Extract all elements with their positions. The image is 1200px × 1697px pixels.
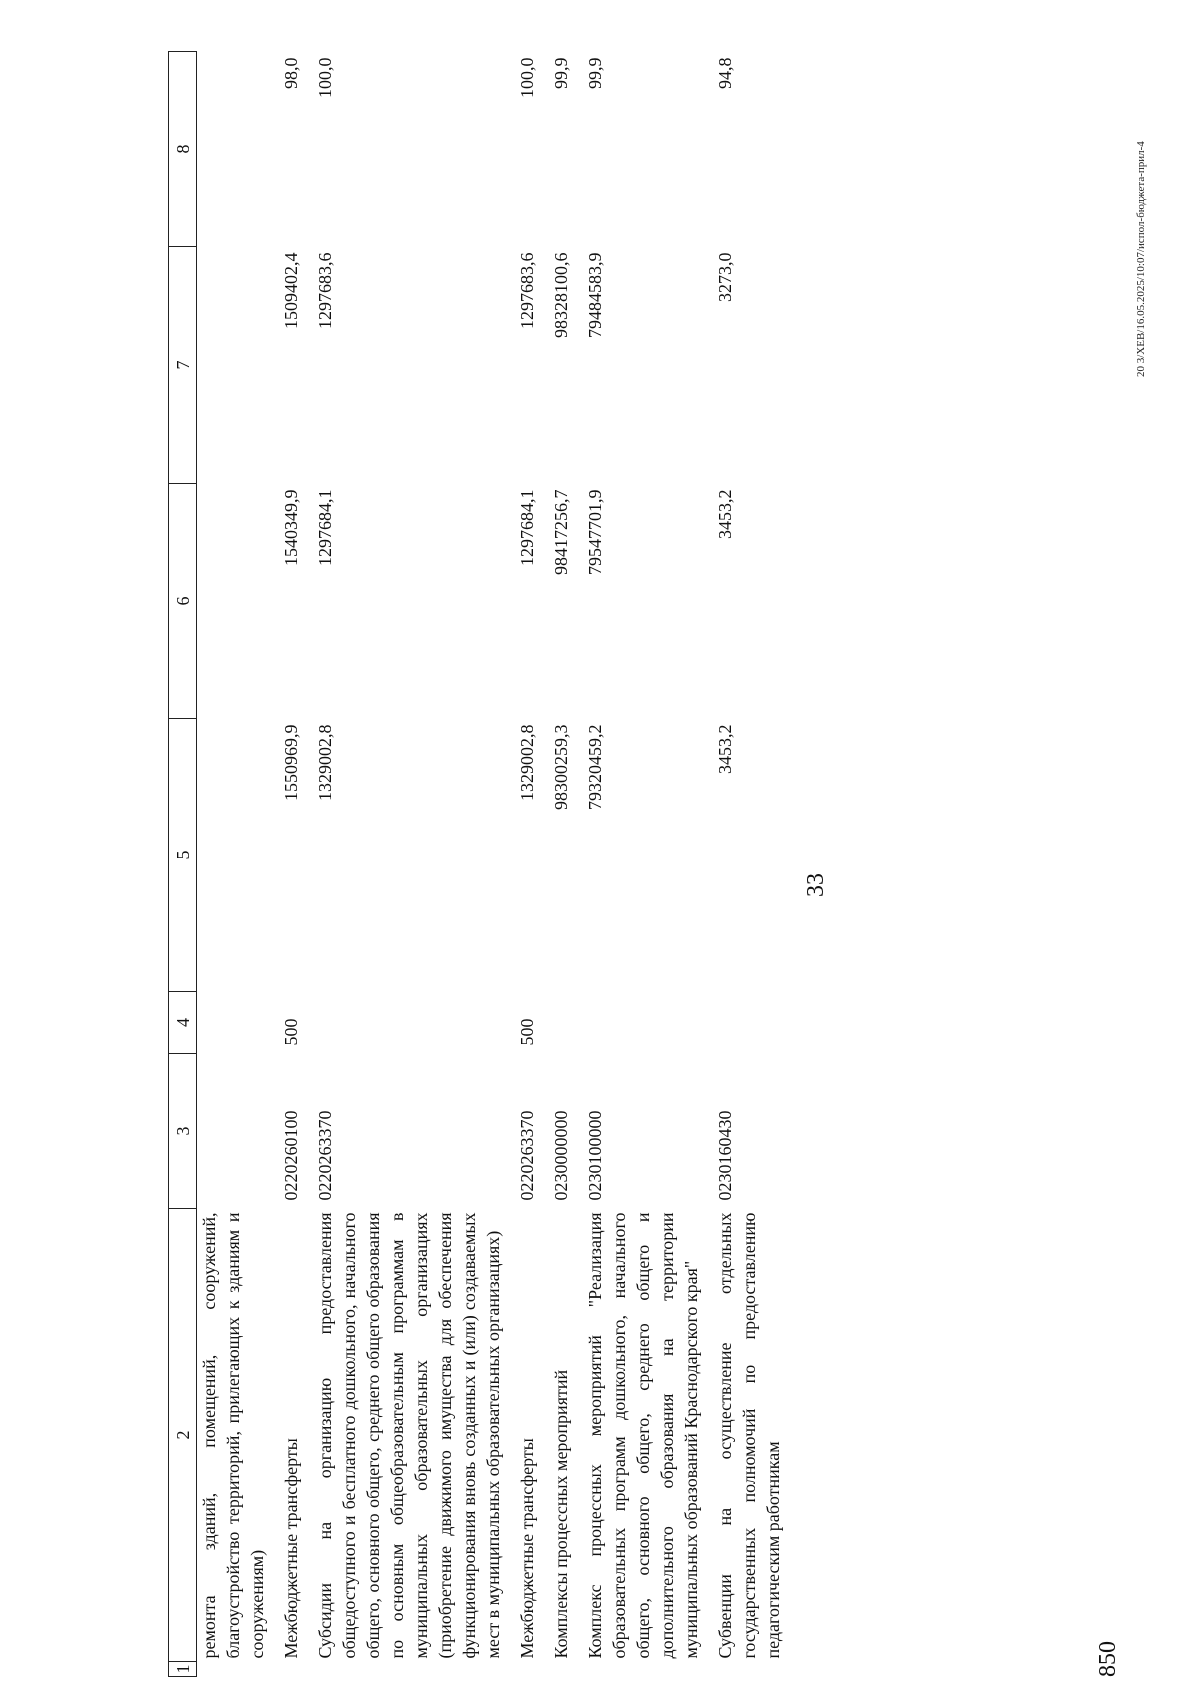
sheet-number: 850 — [1095, 1641, 1121, 1677]
header-col-1: 1 — [169, 1662, 197, 1677]
row-code: 0220263370 — [315, 1110, 335, 1201]
row-value-5: 1550969,9 — [281, 724, 301, 801]
row-value-6: 79547701,9 — [585, 489, 605, 575]
row-name: Межбюджетные трансферты — [281, 1438, 301, 1659]
header-col-8: 8 — [169, 52, 197, 247]
row-value-7: 1297683,6 — [315, 252, 335, 329]
row-value-7: 1297683,6 — [517, 252, 537, 329]
row-name: Комплексы процессных мероприятий — [551, 1369, 571, 1659]
row-value-8 — [197, 52, 280, 247]
row-value-8: 99,9 — [551, 57, 571, 89]
row-code: 0230000000 — [551, 1110, 571, 1201]
file-stamp: 20 3/ХЕВ/16.05.2025/10:07/испол-бюджета-прил-4 — [1135, 141, 1147, 377]
row-value-6 — [197, 484, 280, 719]
row-code: 0220260100 — [281, 1110, 301, 1201]
header-col-3: 3 — [169, 1054, 197, 1209]
row-name: Комплекс процессных мероприятий "Реализация образовательных программ дошкольного, начального общего, основного общего, среднего общего и дополнительного образования на территории муниципальных образований Краснодарского края" — [585, 1212, 701, 1659]
table-row — [313, 52, 515, 1677]
row-value-8: 94,8 — [715, 57, 735, 89]
row-value-5 — [197, 719, 280, 992]
row-vr: 500 — [517, 1018, 537, 1046]
table-row — [515, 52, 549, 1677]
header-col-6: 6 — [169, 484, 197, 719]
row-code: 0230160430 — [715, 1110, 735, 1201]
header-col-2: 2 — [169, 1209, 197, 1662]
header-row — [169, 52, 197, 1677]
row-name: ремонта зданий, помещений, сооружений, благоустройство территорий, прилегающих к зданиям и сооружениям) — [199, 1212, 267, 1659]
row-value-8: 99,9 — [585, 57, 605, 89]
row-vr: 500 — [281, 1018, 301, 1046]
row-value-6: 1297684,1 — [315, 489, 335, 566]
header-col-5: 5 — [169, 719, 197, 992]
header-col-4: 4 — [169, 992, 197, 1054]
row-vr — [313, 992, 515, 1054]
row-value-5: 1329002,8 — [315, 724, 335, 801]
row-value-6: 3453,2 — [715, 489, 735, 539]
row-value-8: 100,0 — [517, 57, 537, 98]
table-row — [197, 52, 280, 1677]
row-code: 0220263370 — [517, 1110, 537, 1201]
row-name: Межбюджетные трансферты — [517, 1438, 537, 1659]
row-code: 0230100000 — [585, 1110, 605, 1201]
table-row — [713, 52, 795, 1677]
row-name: Субсидии на организацию предоставления общедоступного и бесплатного дошкольного, начального общего, основного общего, среднего общего образования по основным общеобразовательным программам в муниципальных образовательных организациях (приобретение движимого имущества для обеспечения функционирования вновь созданных и (или) создаваемых мест в муниципальных образовательных организациях) — [315, 1212, 503, 1659]
row-value-8: 98,0 — [281, 57, 301, 89]
row-vr — [583, 992, 713, 1054]
row-code — [197, 1054, 280, 1209]
header-col-7: 7 — [169, 247, 197, 484]
table-row — [279, 52, 313, 1677]
row-value-7: 3273,0 — [715, 252, 735, 302]
row-value-7 — [197, 247, 280, 484]
row-value-5: 98300259,3 — [551, 724, 571, 810]
page-number: 33 — [803, 873, 829, 897]
row-value-6: 1540349,9 — [281, 489, 301, 566]
table-row — [549, 52, 583, 1677]
row-value-8: 100,0 — [315, 57, 335, 98]
table-row — [583, 52, 713, 1677]
row-value-7: 1509402,4 — [281, 252, 301, 329]
row-value-5: 79320459,2 — [585, 724, 605, 810]
row-name: Субвенции на осуществление отдельных государственных полномочий по предоставлению педагогическим работникам — [715, 1212, 783, 1659]
row-value-6: 98417256,7 — [551, 489, 571, 575]
row-vr — [197, 992, 280, 1054]
row-value-7: 98328100,6 — [551, 252, 571, 338]
row-value-7: 79484583,9 — [585, 252, 605, 338]
budget-table — [168, 51, 795, 1677]
row-value-5: 3453,2 — [715, 724, 735, 774]
row-vr — [713, 992, 795, 1054]
row-value-5: 1329002,8 — [517, 724, 537, 801]
row-value-6: 1297684,1 — [517, 489, 537, 566]
row-vr — [549, 992, 583, 1054]
